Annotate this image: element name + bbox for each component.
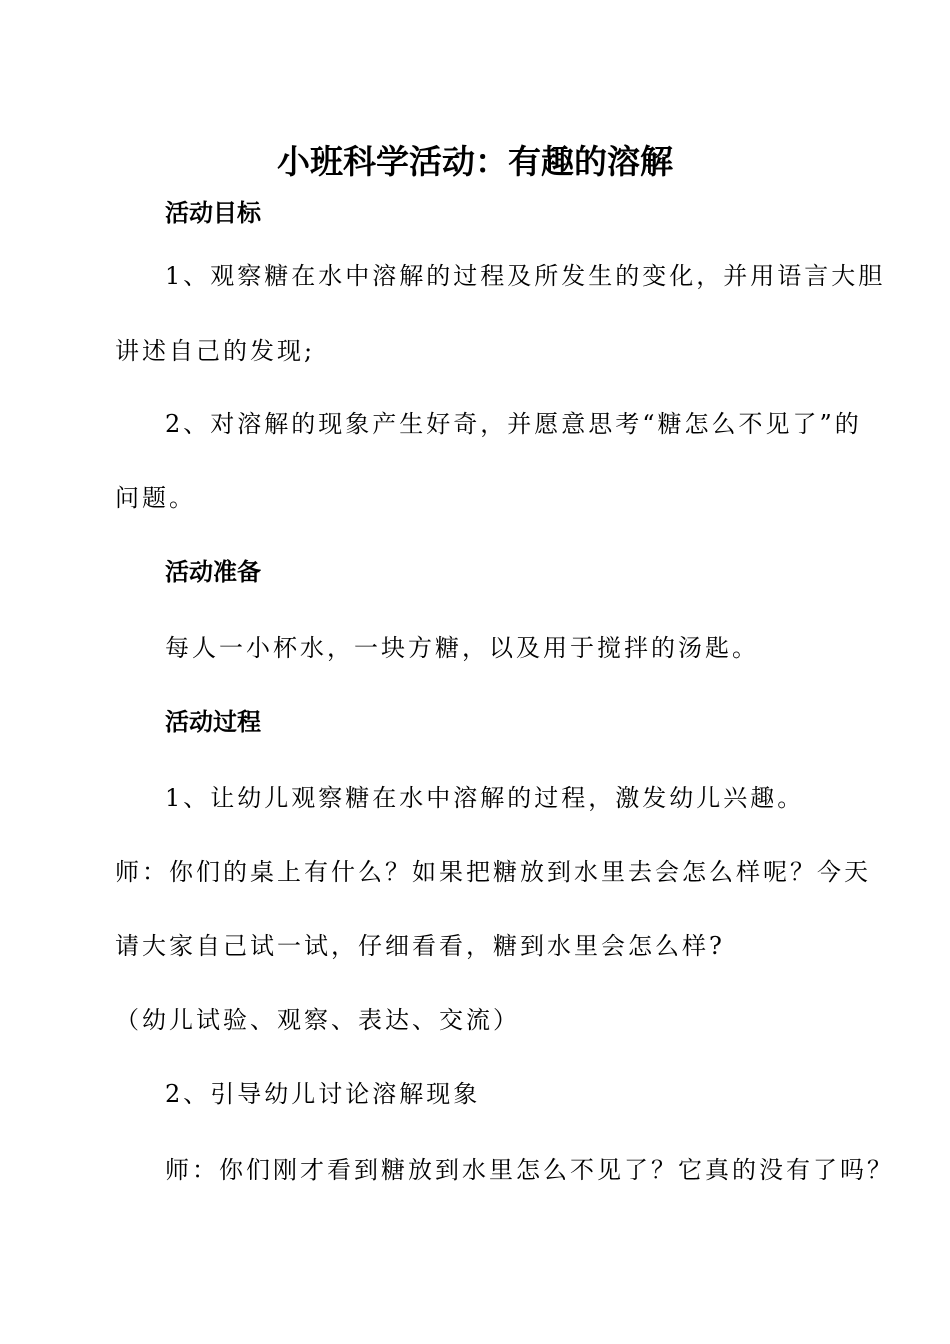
goal-item-1-line-2: 讲述自己的发现; bbox=[115, 337, 316, 365]
goal-item-2-line-1: 2、对溶解的现象产生好奇，并愿意思考“糖怎么不见了”的 bbox=[165, 410, 862, 438]
teacher-question: 师：你们刚才看到糖放到水里怎么不见了？它真的没有了吗？ bbox=[165, 1156, 894, 1184]
section-heading-preparation: 活动准备 bbox=[165, 557, 261, 586]
section-heading-goals: 活动目标 bbox=[165, 198, 261, 227]
process-step-2: 2、引导幼儿讨论溶解现象 bbox=[165, 1080, 481, 1108]
teacher-line-1: 师：你们的桌上有什么？如果把糖放到水里去会怎么样呢？今天 bbox=[115, 858, 871, 886]
preparation-text: 每人一小杯水，一块方糖，以及用于搅拌的汤匙。 bbox=[165, 634, 759, 662]
children-activity-note: （幼儿试验、观察、表达、交流） bbox=[115, 1006, 520, 1034]
process-step-1: 1、让幼儿观察糖在水中溶解的过程，激发幼儿兴趣。 bbox=[165, 784, 805, 812]
document-title: 小班科学活动：有趣的溶解 bbox=[277, 142, 673, 181]
goal-item-2-line-2: 问题。 bbox=[115, 484, 196, 512]
section-heading-process: 活动过程 bbox=[165, 707, 261, 736]
goal-item-1-line-1: 1、观察糖在水中溶解的过程及所发生的变化，并用语言大胆 bbox=[165, 262, 886, 290]
teacher-line-2: 请大家自己试一试，仔细看看，糖到水里会怎么样? bbox=[115, 932, 725, 960]
